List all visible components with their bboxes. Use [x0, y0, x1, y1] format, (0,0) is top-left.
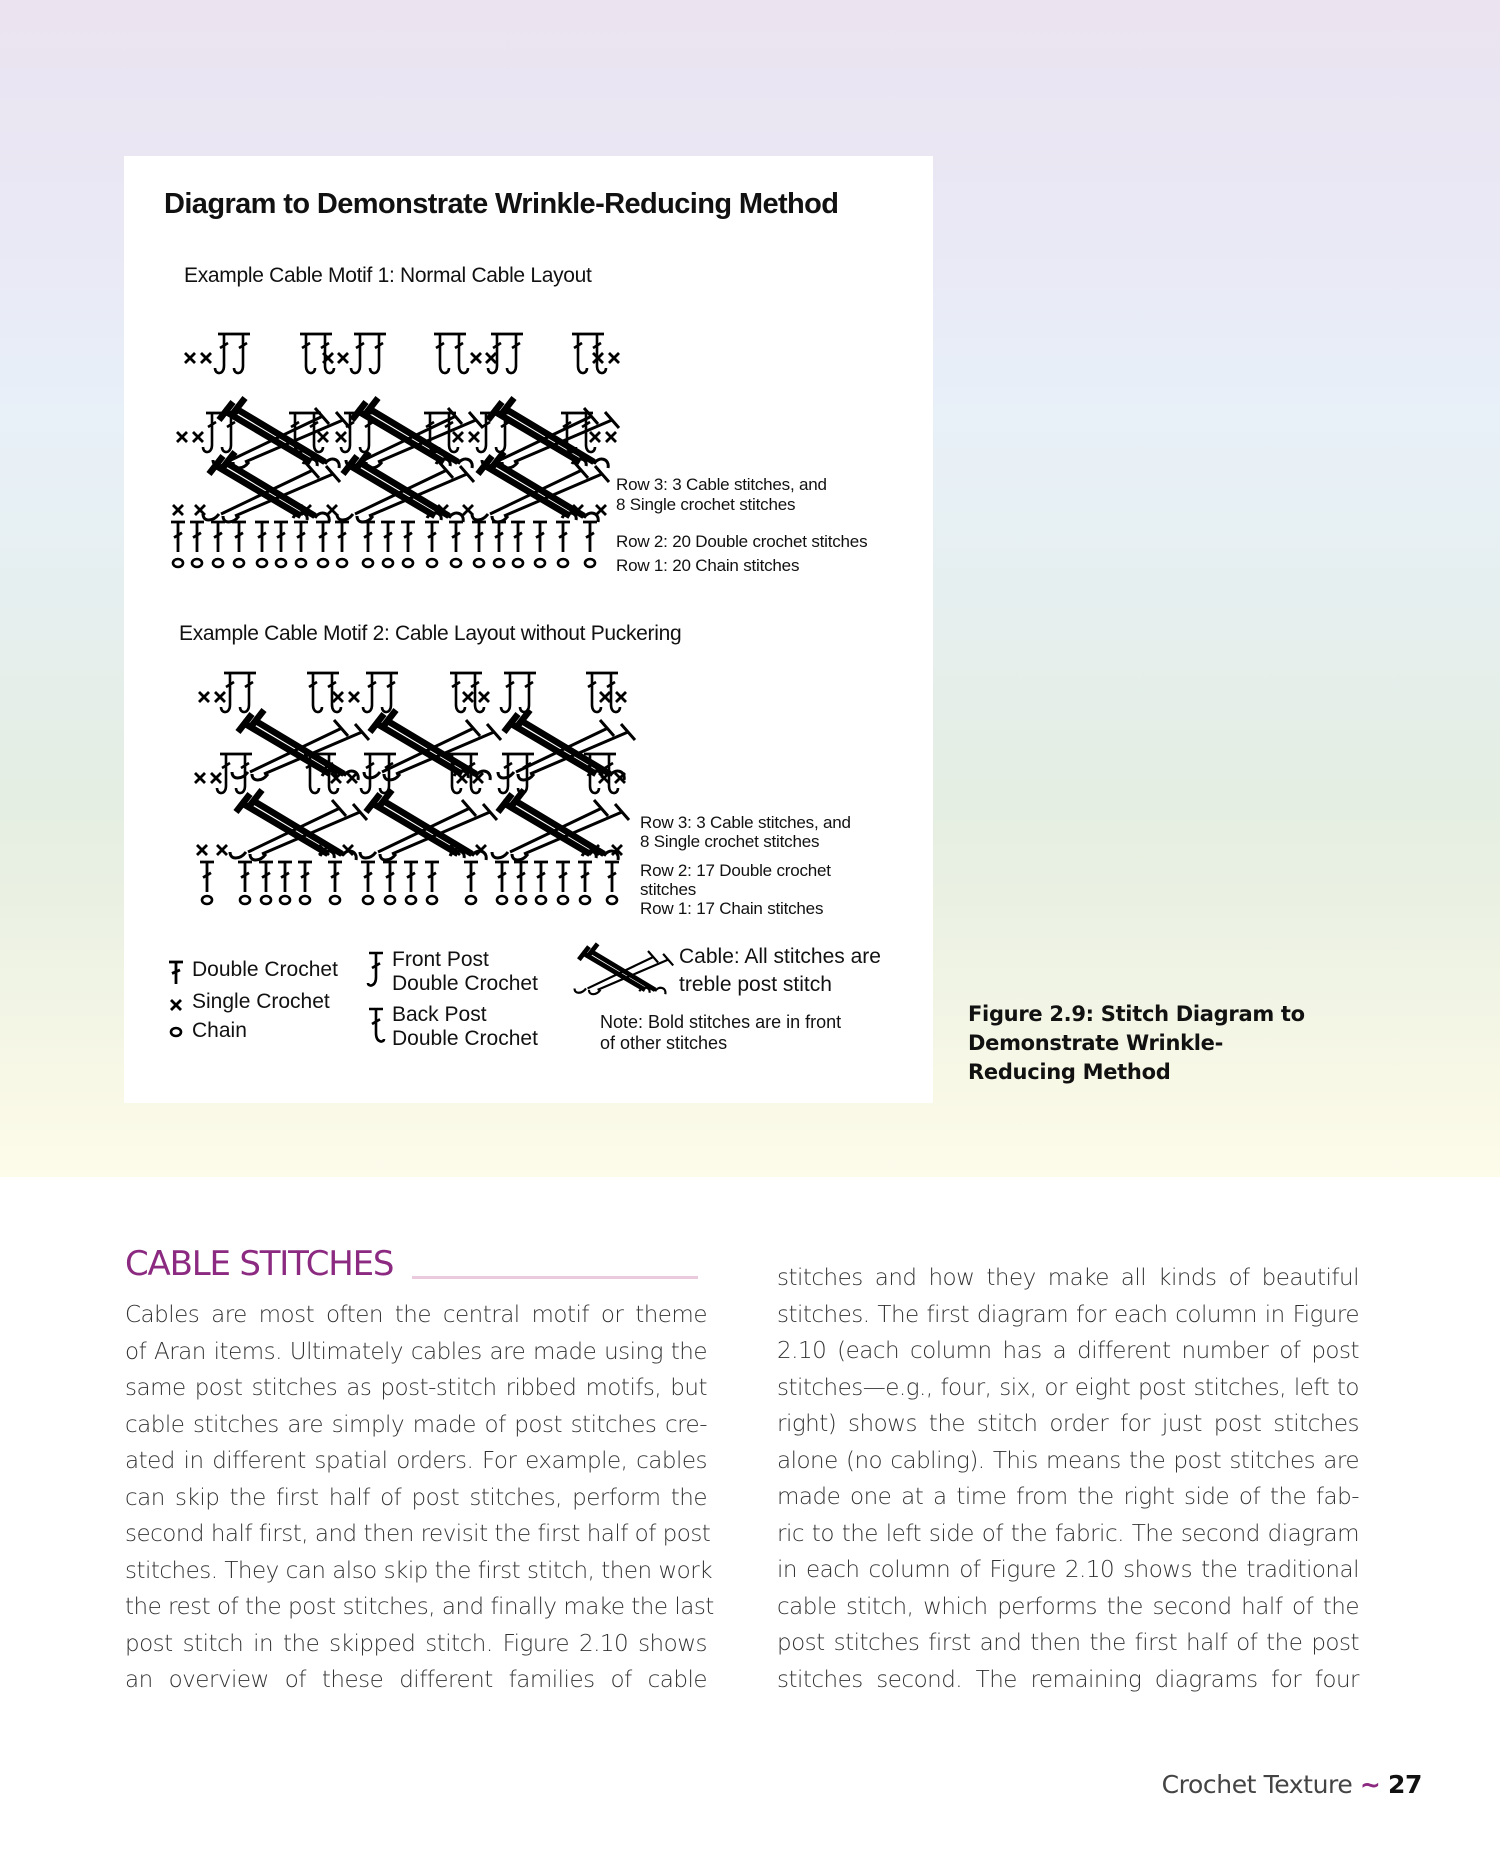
double-crochet-symbol — [171, 522, 185, 552]
single-crochet-symbol — [349, 692, 359, 702]
double-crochet-symbol — [255, 522, 269, 552]
motif-1-row3-label: Row 3: 3 Cable stitches, and — [616, 475, 827, 494]
body-column-right — [777, 1260, 1359, 1698]
single-crochet-symbol — [333, 692, 343, 702]
stitch-diagram-panel — [124, 156, 933, 1103]
body-text-line: ric to the left side of the fabric. The second diagram — [777, 1520, 1359, 1547]
single-crochet-symbol — [609, 353, 619, 363]
single-crochet-symbol — [338, 353, 348, 363]
cable-stitch-symbol — [232, 710, 369, 780]
body-text-line: alone (no cabling). This means the post stitches are — [777, 1447, 1359, 1474]
chain-stitch-symbol — [240, 896, 250, 904]
legend-cable-2: treble post stitch — [679, 973, 832, 996]
double-crochet-symbol — [556, 522, 570, 552]
front-post-dc-legend-icon — [368, 953, 383, 985]
double-crochet-symbol — [383, 862, 397, 892]
double-crochet-symbol — [605, 862, 619, 892]
single-crochet-symbol — [185, 353, 195, 363]
double-crochet-symbol — [556, 862, 570, 892]
cable-stitch-symbol — [364, 710, 501, 780]
double-crochet-symbol — [259, 862, 273, 892]
legend-double-crochet: Double Crochet — [192, 958, 338, 981]
chain-stitch-symbol — [466, 896, 476, 904]
cable-legend-icon — [575, 944, 674, 994]
chain-stitch-symbol — [516, 896, 526, 904]
single-crochet-symbol — [173, 505, 183, 515]
chain-stitch-symbol — [276, 559, 286, 567]
double-crochet-symbol — [464, 862, 478, 892]
double-crochet-symbol — [232, 522, 246, 552]
body-text-line: can skip the first half of post stitches, perform the — [125, 1484, 707, 1511]
body-text-line: post stitches first and then the first half of the post — [777, 1630, 1359, 1656]
double-crochet-symbol — [514, 862, 528, 892]
chain-stitch-symbol — [261, 896, 271, 904]
footer-separator: ~ — [1359, 1770, 1381, 1799]
chain-stitch-symbol — [192, 559, 202, 567]
single-crochet-symbol — [215, 692, 225, 702]
single-crochet-symbol — [606, 432, 616, 442]
cable-stitch-symbol — [203, 452, 340, 522]
single-crochet-symbol — [336, 432, 346, 442]
body-text-line: made one at a time from the right side of the fab- — [777, 1484, 1359, 1510]
body-text-line: same post stitches as post-stitch ribbed motifs, but — [125, 1375, 707, 1401]
body-text-line: stitches. They can also skip the first stitch, then work — [125, 1557, 713, 1584]
single-crochet-legend-icon — [171, 1000, 181, 1010]
chain-stitch-symbol — [383, 559, 393, 567]
double-crochet-symbol — [583, 522, 597, 552]
post-stitch-pair — [501, 673, 536, 712]
body-text-line: stitches second. The remaining diagrams for four — [777, 1666, 1359, 1693]
section-heading: CABLE STITCHES — [125, 1244, 394, 1284]
chain-stitch-symbol — [213, 559, 223, 567]
body-text-line: cable stitch, which performs the second half of the — [777, 1593, 1359, 1620]
body-text-line: post stitch in the skipped stitch. Figure 2.10 shows — [125, 1630, 707, 1657]
motif-1-title: Example Cable Motif 1: Normal Cable Layout — [184, 264, 592, 287]
legend-note-2: of other stitches — [600, 1033, 728, 1053]
double-crochet-symbol — [278, 862, 292, 892]
motif-2-row2-label-cont: stitches — [640, 880, 697, 899]
single-crochet-symbol — [318, 432, 328, 442]
single-crochet-symbol — [453, 432, 463, 442]
legend-single-crochet: Single Crochet — [192, 990, 330, 1013]
page-footer — [1162, 1770, 1422, 1799]
chain-stitch-symbol — [202, 896, 212, 904]
post-stitch-pair — [488, 334, 523, 373]
motif-1-row3-label-cont: 8 Single crochet stitches — [616, 495, 796, 514]
motif-2-chart — [195, 673, 635, 904]
motif-1-row2-label: Row 2: 20 Double crochet stitches — [616, 532, 868, 551]
chain-stitch-symbol — [558, 896, 568, 904]
chain-stitch-symbol — [427, 559, 437, 567]
post-stitch-pair — [586, 673, 620, 712]
cable-stitch-symbol — [472, 452, 609, 522]
post-stitch-pair — [221, 673, 256, 712]
cable-stitch-symbol — [492, 790, 629, 860]
chain-stitch-symbol — [558, 559, 568, 567]
post-stitch-pair — [307, 673, 341, 712]
chain-stitch-symbol — [497, 896, 507, 904]
double-crochet-symbol — [335, 522, 349, 552]
single-crochet-symbol — [195, 773, 205, 783]
double-crochet-symbol — [425, 522, 439, 552]
double-crochet-symbol — [294, 522, 308, 552]
chain-stitch-symbol — [173, 559, 183, 567]
body-text-line: ated in different spatial orders. For example, cables — [125, 1448, 707, 1474]
figure-caption: Figure 2.9: Stitch Diagram to Demonstrate Wrinkle-Reducing Method — [968, 1002, 1305, 1084]
post-stitch-pair — [363, 673, 398, 712]
motif-2-title: Example Cable Motif 2: Cable Layout without Puckering — [179, 622, 682, 645]
chain-stitch-symbol — [427, 896, 437, 904]
motif-2-row2-label: Row 2: 17 Double crochet — [640, 861, 831, 880]
motif-2-row3-label: Row 3: 3 Cable stitches, and — [640, 813, 851, 832]
single-crochet-symbol — [199, 692, 209, 702]
double-crochet-symbol — [533, 522, 547, 552]
post-stitch-pair — [215, 334, 250, 373]
single-crochet-symbol — [217, 845, 227, 855]
post-stitch-pair — [300, 334, 334, 373]
single-crochet-symbol — [177, 432, 187, 442]
body-column-left — [125, 1297, 714, 1699]
double-crochet-symbol — [361, 862, 375, 892]
motif-2-row3-label-cont: 8 Single crochet stitches — [640, 832, 820, 851]
legend-back-post-1: Back Post — [392, 1003, 487, 1026]
chain-stitch-symbol — [330, 896, 340, 904]
body-text-line: Cables are most often the central motif or theme — [125, 1302, 707, 1328]
double-crochet-symbol — [449, 522, 463, 552]
single-crochet-symbol — [211, 773, 221, 783]
body-text-line: stitches and how they make all kinds of beautiful — [777, 1265, 1359, 1291]
legend-cable-1: Cable: All stitches are — [679, 945, 881, 968]
double-crochet-symbol — [472, 522, 486, 552]
cable-stitch-symbol — [498, 710, 635, 780]
body-text-line: second half first, and then revisit the first half of post — [125, 1521, 711, 1547]
motif-2-row1-label: Row 1: 17 Chain stitches — [640, 899, 824, 918]
page-number: 27 — [1388, 1770, 1422, 1799]
legend-front-post-2: Double Crochet — [392, 972, 538, 995]
double-crochet-symbol — [425, 862, 439, 892]
chain-stitch-symbol — [451, 559, 461, 567]
double-crochet-symbol — [361, 522, 375, 552]
body-text-line: 2.10 (each column has a different number of post — [777, 1338, 1359, 1364]
double-crochet-symbol — [401, 522, 415, 552]
single-crochet-symbol — [596, 505, 606, 515]
motif-1-row1-label: Row 1: 20 Chain stitches — [616, 556, 800, 575]
heading-rule — [412, 1276, 698, 1279]
double-crochet-symbol — [328, 862, 342, 892]
single-crochet-symbol — [193, 432, 203, 442]
single-crochet-symbol — [469, 432, 479, 442]
single-crochet-symbol — [463, 692, 473, 702]
legend-chain: Chain — [192, 1019, 247, 1042]
single-crochet-symbol — [347, 773, 357, 783]
body-text-line: stitches—e.g., four, six, or eight post stitches, left to — [777, 1374, 1359, 1401]
chain-stitch-symbol — [337, 559, 347, 567]
chain-stitch-symbol — [513, 559, 523, 567]
chain-stitch-symbol — [300, 896, 310, 904]
body-text-line: stitches. The first diagram for each column in Figure — [777, 1301, 1359, 1328]
double-crochet-symbol — [578, 862, 592, 892]
chain-legend-icon — [171, 1028, 181, 1036]
single-crochet-symbol — [201, 353, 211, 363]
body-text-line: in each column of Figure 2.10 shows the traditional — [777, 1557, 1359, 1583]
double-crochet-symbol — [495, 862, 509, 892]
chain-stitch-symbol — [536, 896, 546, 904]
motif-1-chart — [171, 334, 619, 567]
cable-stitch-symbol — [213, 398, 350, 468]
double-crochet-symbol — [190, 522, 204, 552]
single-crochet-symbol — [486, 353, 496, 363]
body-text-line: cable stitches are simply made of post stitches cre- — [125, 1411, 707, 1438]
chain-stitch-symbol — [363, 559, 373, 567]
chain-stitch-symbol — [296, 559, 306, 567]
chain-stitch-symbol — [363, 896, 373, 904]
double-crochet-legend-icon — [169, 962, 183, 984]
body-text-line: the rest of the post stitches, and finally make the last — [125, 1594, 714, 1620]
chain-stitch-symbol — [494, 559, 504, 567]
post-stitch-pair — [434, 334, 468, 373]
single-crochet-symbol — [197, 845, 207, 855]
double-crochet-symbol — [298, 862, 312, 892]
chain-stitch-symbol — [406, 896, 416, 904]
body-text-line: right) shows the stitch order for just post stitches — [777, 1411, 1359, 1437]
chain-stitch-symbol — [535, 559, 545, 567]
footer-book-title: Crochet Texture — [1161, 1770, 1353, 1799]
double-crochet-symbol — [274, 522, 288, 552]
single-crochet-symbol — [195, 505, 205, 515]
single-crochet-symbol — [327, 505, 337, 515]
double-crochet-symbol — [316, 522, 330, 552]
body-text-line: of Aran items. Ultimately cables are made using the — [125, 1338, 707, 1365]
back-post-dc-legend-icon — [369, 1009, 384, 1041]
legend-note-1: Note: Bold stitches are in front — [600, 1012, 842, 1032]
chain-stitch-symbol — [318, 559, 328, 567]
body-text-line: an overview of these different families of cable — [125, 1667, 707, 1693]
double-crochet-symbol — [492, 522, 506, 552]
double-crochet-symbol — [238, 862, 252, 892]
post-stitch-pair — [499, 754, 534, 793]
chain-stitch-symbol — [580, 896, 590, 904]
post-stitch-pair — [351, 334, 386, 373]
chain-stitch-symbol — [607, 896, 617, 904]
chain-stitch-symbol — [234, 559, 244, 567]
legend-front-post-1: Front Post — [392, 948, 489, 971]
double-crochet-symbol — [381, 522, 395, 552]
diagram-title: Diagram to Demonstrate Wrinkle-Reducing Method — [164, 188, 839, 220]
double-crochet-symbol — [534, 862, 548, 892]
single-crochet-symbol — [463, 505, 473, 515]
single-crochet-symbol — [471, 353, 481, 363]
chain-stitch-symbol — [257, 559, 267, 567]
chain-stitch-symbol — [403, 559, 413, 567]
cable-stitch-symbol — [360, 790, 497, 860]
single-crochet-symbol — [600, 692, 610, 702]
chain-stitch-symbol — [385, 896, 395, 904]
double-crochet-symbol — [404, 862, 418, 892]
single-crochet-symbol — [479, 692, 489, 702]
single-crochet-symbol — [590, 432, 600, 442]
chain-stitch-symbol — [474, 559, 484, 567]
chain-stitch-symbol — [280, 896, 290, 904]
single-crochet-symbol — [616, 692, 626, 702]
chain-stitch-symbol — [585, 559, 595, 567]
legend-back-post-2: Double Crochet — [392, 1027, 538, 1050]
double-crochet-symbol — [200, 862, 214, 892]
double-crochet-symbol — [211, 522, 225, 552]
double-crochet-symbol — [511, 522, 525, 552]
